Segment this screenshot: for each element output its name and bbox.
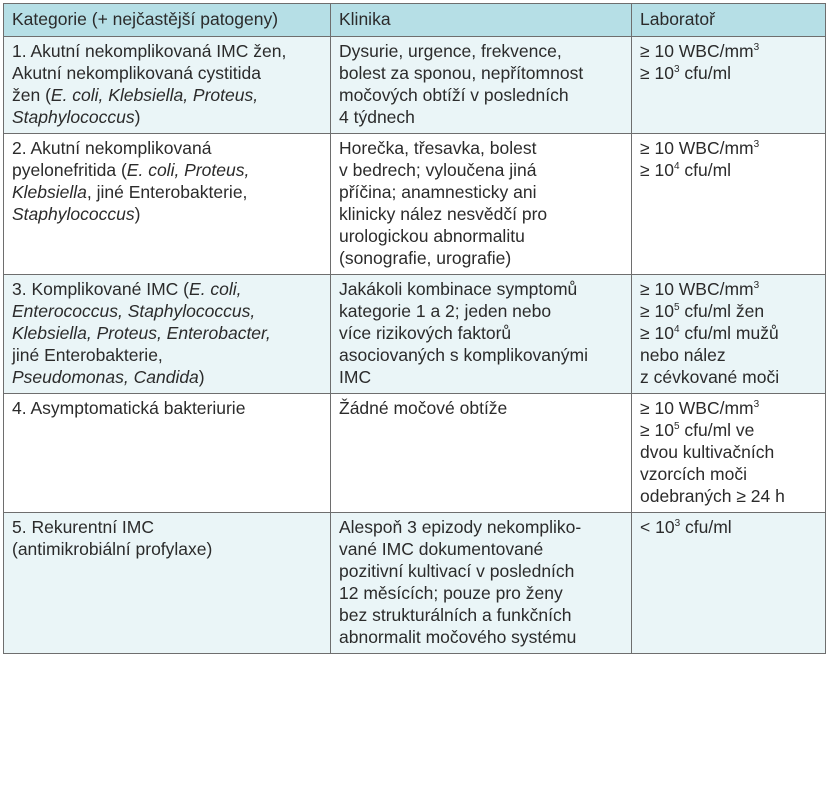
lab-line: ≥ 10 WBC/$mm^3$ (640, 398, 760, 418)
clinic-line: IMC (339, 367, 372, 387)
category-cell (4, 134, 331, 275)
lab-line: ≥ $10^5$ cfu/ml ve (640, 420, 755, 440)
lab-cell (632, 134, 826, 275)
clinic-line: Žádné močové obtíže (339, 398, 508, 418)
header-clinic: Klinika (331, 4, 632, 37)
category-line: 5. Rekurentní IMC (12, 517, 154, 537)
clinic-line: bez strukturálních a funkčních (339, 605, 572, 625)
clinic-line: klinicky nález nesvědčí pro (339, 204, 548, 224)
clinic-line: močových obtíží v posledních (339, 85, 569, 105)
table-row (4, 37, 826, 134)
clinic-cell (331, 37, 632, 134)
category-line: Staphylococcus) (12, 204, 141, 224)
clinic-cell (331, 394, 632, 513)
category-line: Klebsiella, Proteus, Enterobacter, (12, 323, 271, 343)
category-line: 2. Akutní nekomplikovaná (12, 138, 212, 158)
header-row (4, 4, 826, 37)
clinic-line: Jakákoli kombinace symptomů (339, 279, 578, 299)
table-row (4, 134, 826, 275)
lab-line: nebo nález (640, 345, 726, 365)
category-line: Enterococcus, Staphylococcus, (12, 301, 256, 321)
table-row (4, 394, 826, 513)
category-line: Akutní nekomplikovaná cystitida (12, 63, 262, 83)
clinic-line: (sonografie, urografie) (339, 248, 512, 268)
category-line: jiné Enterobakterie, (12, 345, 163, 365)
category-line: pyelonefritida (E. coli, Proteus, (12, 160, 250, 180)
clinic-cell (331, 134, 632, 275)
clinic-line: kategorie 1 a 2; jeden nebo (339, 301, 552, 321)
category-line: 4. Asymptomatická bakteriurie (12, 398, 246, 418)
clinic-line: abnormalit močového systému (339, 627, 577, 647)
lab-line: ≥ $10^3$ cfu/ml (640, 63, 732, 83)
lab-cell (632, 513, 826, 654)
lab-line: dvou kultivačních (640, 442, 775, 462)
clinic-line: urologickou abnormalitu (339, 226, 525, 246)
category-cell (4, 394, 331, 513)
lab-cell (632, 37, 826, 134)
clinic-line: Horečka, třesavka, bolest (339, 138, 537, 158)
category-line: Pseudomonas, Candida) (12, 367, 205, 387)
clinic-line: vané IMC dokumentované (339, 539, 544, 559)
clinic-line: asociovaných s komplikovanými (339, 345, 588, 365)
table-row (4, 275, 826, 394)
category-line: (antimikrobiální profylaxe) (12, 539, 213, 559)
table-row (4, 513, 826, 654)
category-cell (4, 513, 331, 654)
clinic-cell (331, 513, 632, 654)
clinic-line: pozitivní kultivací v posledních (339, 561, 575, 581)
clinic-line: Dysurie, urgence, frekvence, (339, 41, 562, 61)
category-cell (4, 37, 331, 134)
lab-line: odebraných ≥ 24 h (640, 486, 785, 506)
category-line: 3. Komplikované IMC (E. coli, (12, 279, 242, 299)
clinic-line: více rizikových faktorů (339, 323, 512, 343)
lab-line: < $10^3$ cfu/ml (640, 517, 732, 537)
lab-line: ≥ 10 WBC/$mm^3$ (640, 41, 760, 61)
lab-cell (632, 275, 826, 394)
category-line: 1. Akutní nekomplikovaná IMC žen, (12, 41, 287, 61)
category-line: žen (E. coli, Klebsiella, Proteus, (12, 85, 259, 105)
header-lab: Laboratoř (632, 4, 826, 37)
category-cell (4, 275, 331, 394)
lab-line: ≥ 10 WBC/$mm^3$ (640, 138, 760, 158)
lab-line: vzorcích moči (640, 464, 747, 484)
lab-line: ≥ 10 WBC/$mm^3$ (640, 279, 760, 299)
clinic-cell (331, 275, 632, 394)
lab-cell (632, 394, 826, 513)
lab-line: ≥ $10^4$ cfu/ml mužů (640, 323, 779, 343)
urinary-infection-table (3, 3, 826, 654)
clinic-line: Alespoň 3 epizody nekompliko- (339, 517, 582, 537)
clinic-line: 12 měsících; pouze pro ženy (339, 583, 563, 603)
category-line: Klebsiella, jiné Enterobakterie, (12, 182, 248, 202)
lab-line: z cévkované moči (640, 367, 780, 387)
clinic-line: příčina; anamnesticky ani (339, 182, 537, 202)
lab-line: ≥ $10^4$ cfu/ml (640, 160, 732, 180)
lab-line: ≥ $10^5$ cfu/ml žen (640, 301, 765, 321)
clinic-line: v bedrech; vyloučena jiná (339, 160, 537, 180)
header-category: Kategorie (+ nejčastější patogeny) (4, 4, 331, 37)
clinic-line: bolest za sponou, nepřítomnost (339, 63, 584, 83)
clinic-line: 4 týdnech (339, 107, 415, 127)
category-line: Staphylococcus) (12, 107, 141, 127)
